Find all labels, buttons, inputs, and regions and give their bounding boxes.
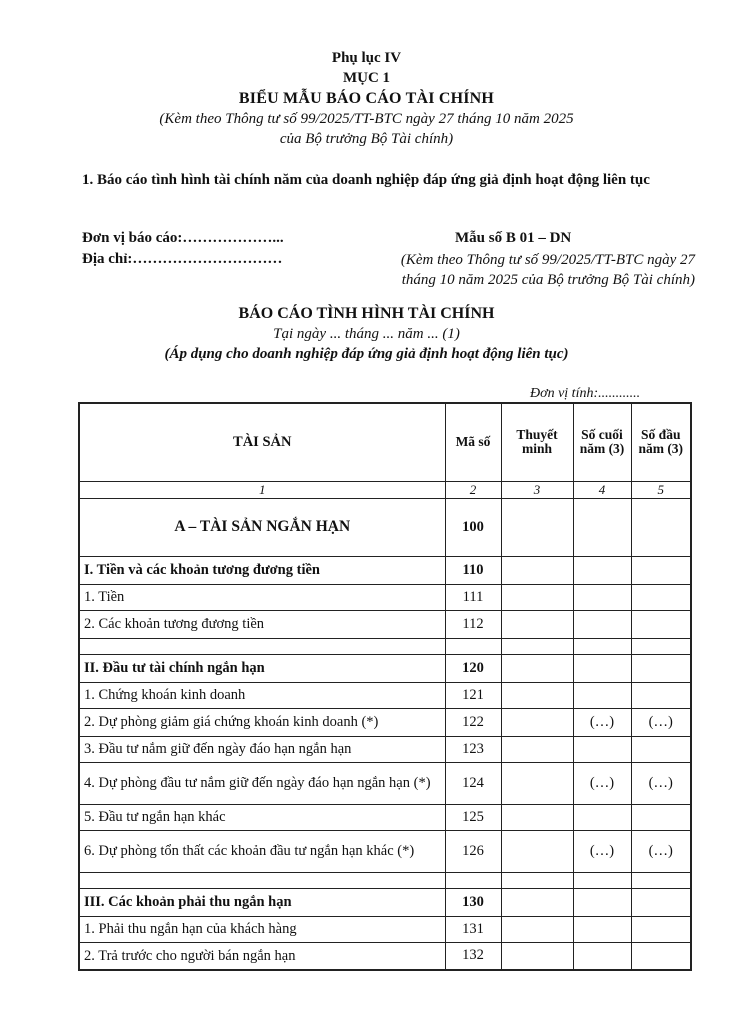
row-note <box>501 736 573 762</box>
table-row <box>79 872 691 888</box>
col-number-1: 1 <box>79 481 445 498</box>
row-year-end <box>573 610 631 638</box>
row-name: III. Các khoản phải thu ngắn hạn <box>79 888 445 916</box>
row-note <box>501 610 573 638</box>
row-note <box>501 830 573 872</box>
row-year-start <box>631 638 691 654</box>
attached-note-line2: của Bộ trưởng Bộ Tài chính) <box>279 131 454 147</box>
row-year-end <box>573 888 631 916</box>
row-code: 123 <box>445 736 501 762</box>
row-year-end <box>573 916 631 942</box>
row-name: 2. Trả trước cho người bán ngắn hạn <box>79 942 445 970</box>
section1-title: 1. Báo cáo tình hình tài chính năm của doanh nghiệp đáp ứng giả định hoạt động liên tục <box>82 172 650 188</box>
form-attached-line1: (Kèm theo Thông tư số 99/2025/TT-BTC ngày 27 <box>400 252 695 268</box>
row-note <box>501 584 573 610</box>
row-name: 3. Đầu tư nắm giữ đến ngày đáo hạn ngắn hạn <box>79 736 445 762</box>
row-note <box>501 682 573 708</box>
appendix-label: Phụ lục IV <box>331 50 402 66</box>
row-name: 2. Dự phòng giảm giá chứng khoán kinh doanh (*) <box>79 708 445 736</box>
table-row <box>79 584 691 610</box>
row-name: 4. Dự phòng đầu tư nắm giữ đến ngày đáo hạn ngắn hạn (*) <box>79 762 445 804</box>
row-note <box>501 916 573 942</box>
header-year-start: Số đầu năm (3) <box>631 403 691 481</box>
row-note <box>501 556 573 584</box>
row-year-start <box>631 584 691 610</box>
report-applies: (Áp dụng cho doanh nghiệp đáp ứng giả định hoạt động liên tục) <box>164 346 569 362</box>
row-year-start <box>631 888 691 916</box>
currency-unit: Đơn vị tính:............ <box>530 386 641 401</box>
table-row <box>79 654 691 682</box>
attached-note-line1: (Kèm theo Thông tư số 99/2025/TT-BTC ngày 27 tháng 10 năm 2025 <box>159 111 574 127</box>
row-code: 121 <box>445 682 501 708</box>
table-row <box>79 736 691 762</box>
table-row <box>79 708 691 736</box>
row-code: 125 <box>445 804 501 830</box>
row-code <box>445 872 501 888</box>
form-number: Mẫu số B 01 – DN <box>455 230 572 246</box>
row-year-start <box>631 556 691 584</box>
row-year-end <box>573 498 631 556</box>
row-name: 1. Chứng khoán kinh doanh <box>79 682 445 708</box>
table-row <box>79 888 691 916</box>
row-year-start <box>631 610 691 638</box>
table-row <box>79 638 691 654</box>
document-title: BIỂU MẪU BÁO CÁO TÀI CHÍNH <box>238 90 495 107</box>
row-year-start: (…) <box>631 708 691 736</box>
row-year-end: (…) <box>573 830 631 872</box>
row-name: 1. Phải thu ngắn hạn của khách hàng <box>79 916 445 942</box>
row-year-end <box>573 942 631 970</box>
table-row <box>79 498 691 556</box>
header-assets: TÀI SẢN <box>79 403 445 481</box>
row-year-end <box>573 638 631 654</box>
reporting-unit: Đơn vị báo cáo:………………... <box>82 230 284 246</box>
row-name: A – TÀI SẢN NGẮN HẠN <box>79 498 445 556</box>
section-label: MỤC 1 <box>342 70 391 86</box>
col-number-5: 5 <box>631 481 691 498</box>
row-code: 112 <box>445 610 501 638</box>
header-code: Mã số <box>445 403 501 481</box>
row-name: 1. Tiền <box>79 584 445 610</box>
row-year-end <box>573 556 631 584</box>
row-name <box>79 872 445 888</box>
row-name: 6. Dự phòng tổn thất các khoản đầu tư ngắn hạn khác (*) <box>79 830 445 872</box>
row-code: 131 <box>445 916 501 942</box>
row-code: 111 <box>445 584 501 610</box>
report-date-line: Tại ngày ... tháng ... năm ... (1) <box>273 326 460 342</box>
row-name <box>79 638 445 654</box>
table-header-row <box>79 403 691 481</box>
row-year-start <box>631 804 691 830</box>
row-code: 124 <box>445 762 501 804</box>
row-note <box>501 654 573 682</box>
row-code <box>445 638 501 654</box>
table-row <box>79 830 691 872</box>
row-year-start <box>631 682 691 708</box>
report-title: BÁO CÁO TÌNH HÌNH TÀI CHÍNH <box>238 305 495 322</box>
row-code: 110 <box>445 556 501 584</box>
table-row <box>79 762 691 804</box>
row-year-end: (…) <box>573 762 631 804</box>
row-code: 120 <box>445 654 501 682</box>
row-note <box>501 498 573 556</box>
column-number-row <box>79 481 691 498</box>
col-number-3: 3 <box>501 481 573 498</box>
row-year-end: (…) <box>573 708 631 736</box>
row-year-start: (…) <box>631 762 691 804</box>
row-name: 2. Các khoản tương đương tiền <box>79 610 445 638</box>
col-number-2: 2 <box>445 481 501 498</box>
row-year-start <box>631 942 691 970</box>
table-row <box>79 804 691 830</box>
row-year-start <box>631 654 691 682</box>
row-year-start: (…) <box>631 830 691 872</box>
row-year-start <box>631 736 691 762</box>
table-row <box>79 610 691 638</box>
header-year-end: Số cuối năm (3) <box>573 403 631 481</box>
row-note <box>501 638 573 654</box>
col-number-4: 4 <box>573 481 631 498</box>
table-row <box>79 556 691 584</box>
row-code: 126 <box>445 830 501 872</box>
address: Địa chỉ:………………………… <box>82 251 283 267</box>
row-note <box>501 942 573 970</box>
financial-table <box>78 402 692 971</box>
row-year-start <box>631 498 691 556</box>
row-year-end <box>573 682 631 708</box>
row-name: II. Đầu tư tài chính ngắn hạn <box>79 654 445 682</box>
form-attached-line2: tháng 10 năm 2025 của Bộ trưởng Bộ Tài chính) <box>401 272 695 288</box>
row-note <box>501 872 573 888</box>
row-year-end <box>573 736 631 762</box>
row-name: I. Tiền và các khoản tương đương tiền <box>79 556 445 584</box>
row-year-start <box>631 916 691 942</box>
row-year-end <box>573 584 631 610</box>
row-code: 122 <box>445 708 501 736</box>
table-row <box>79 916 691 942</box>
row-code: 132 <box>445 942 501 970</box>
row-year-end <box>573 872 631 888</box>
row-name: 5. Đầu tư ngắn hạn khác <box>79 804 445 830</box>
header-note: Thuyết minh <box>501 403 573 481</box>
row-note <box>501 804 573 830</box>
row-year-end <box>573 654 631 682</box>
form-attached-note <box>355 250 695 290</box>
row-year-end <box>573 804 631 830</box>
row-note <box>501 888 573 916</box>
table-row <box>79 942 691 970</box>
row-code: 130 <box>445 888 501 916</box>
table-row <box>79 682 691 708</box>
row-note <box>501 762 573 804</box>
row-year-start <box>631 872 691 888</box>
row-note <box>501 708 573 736</box>
row-code: 100 <box>445 498 501 556</box>
